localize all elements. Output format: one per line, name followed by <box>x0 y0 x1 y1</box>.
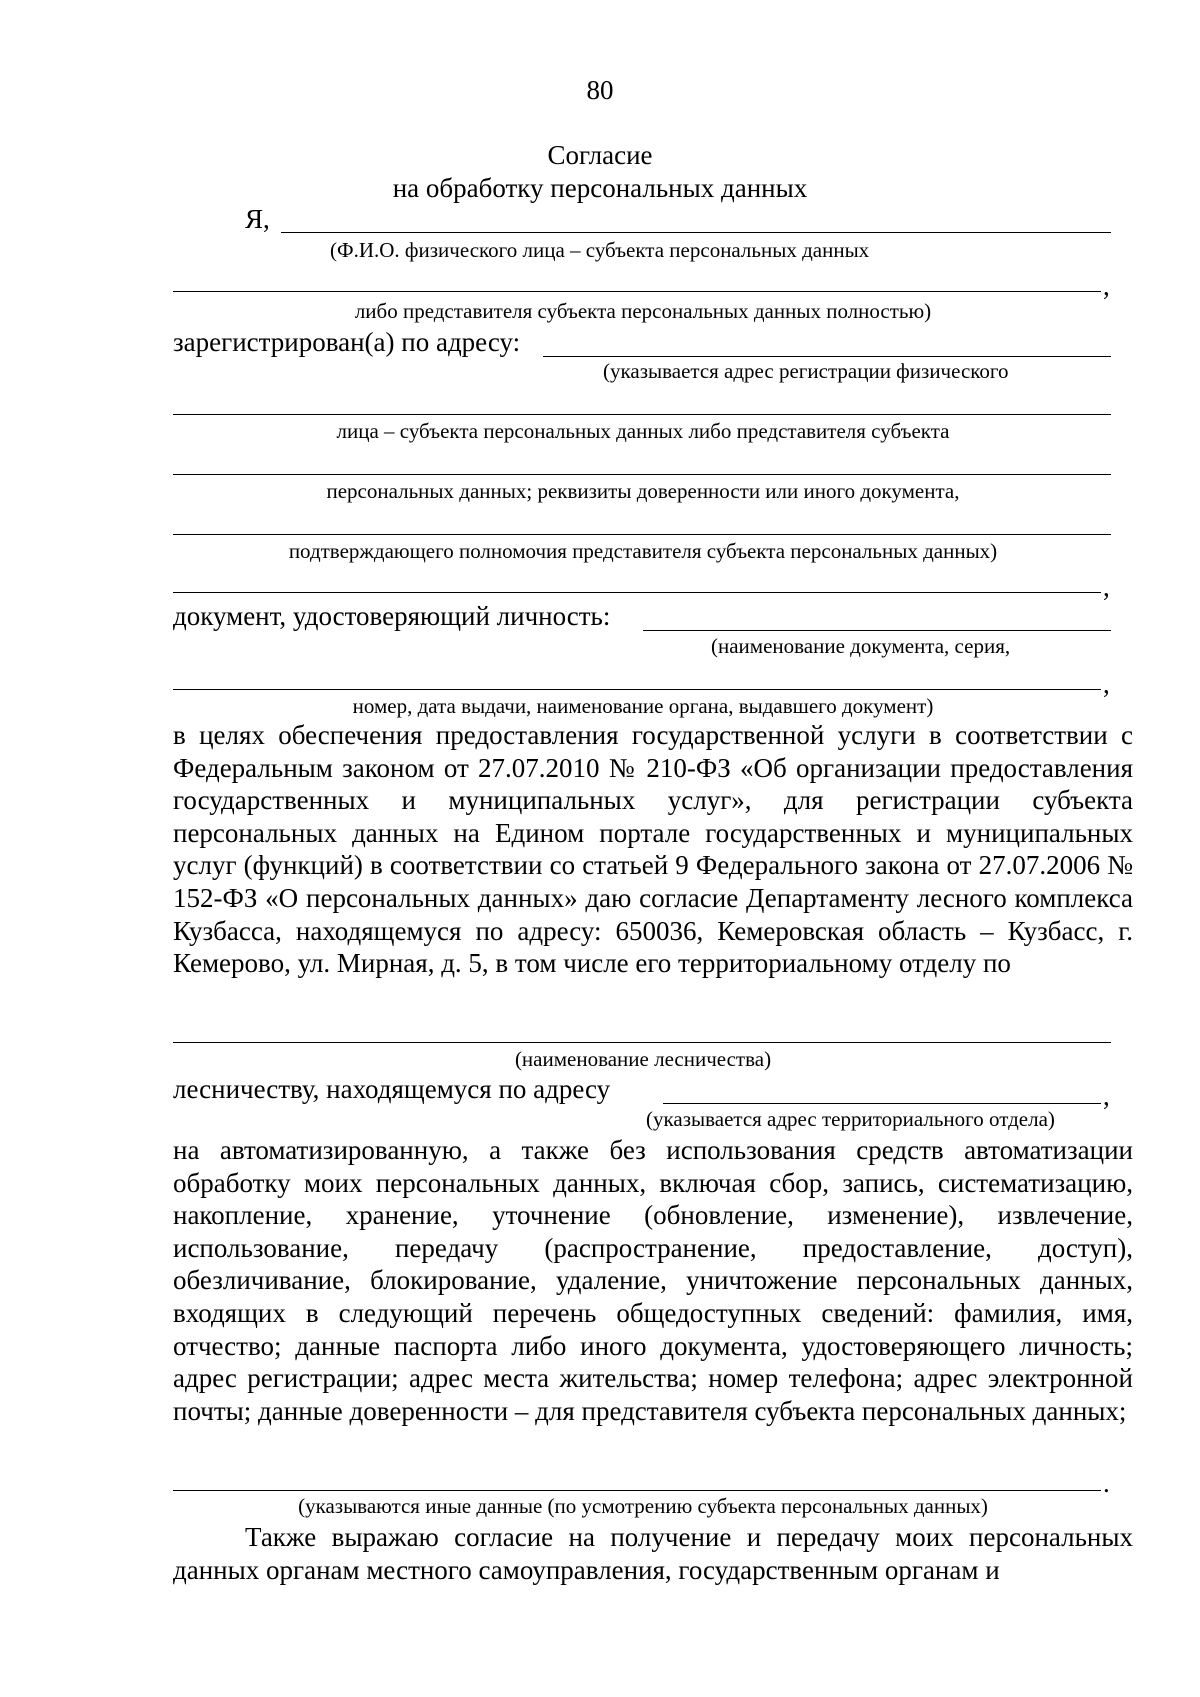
comma: , <box>1103 271 1110 301</box>
forestry-name-caption: (наименование лесничества) <box>514 1047 772 1071</box>
comma: , <box>1103 572 1110 602</box>
other-data-caption: (указываются иные данные (по усмотрению субъекта персональных данных) <box>298 1494 988 1518</box>
document-title: Согласие <box>547 140 653 170</box>
processing-paragraph-text: на автоматизированную, а также без использования средств автоматизации обработку моих персональных данных, включая сбор, запись, систематизацию, накопление, хранение, уточнение (обновление, изменение), извлечение, использование, передачу (распространение, предоставление, доступ), обезличивание, блокирование, удаление, уничтожение персональных данных, входящих в следующий перечень общедоступных сведений: фамилия, имя, отчество; данные паспорта либо иного документа, удостоверяющего личность; адрес регистрации; адрес места жительства; номер телефона; адрес электронной почты; данные доверенности – для представителя субъекта персональных данных; <box>173 1135 1133 1426</box>
fio-caption: (Ф.И.О. физического лица – субъекта персональных данных <box>330 238 870 262</box>
registered-label: зарегистрирован(а) по адресу: <box>173 327 521 357</box>
comma: , <box>1103 669 1110 699</box>
forestry-label: лесничеству, находящемуся по адресу <box>173 1074 611 1104</box>
id-document-line[interactable] <box>643 630 1111 631</box>
id-document-caption-2: номер, дата выдачи, наименование органа, выдавшего документ) <box>352 694 934 718</box>
address-line-4[interactable] <box>173 534 1111 535</box>
address-caption-2: лица – субъекта персональных данных либо представителя субъекта <box>336 419 950 443</box>
forestry-address-caption: (указывается адрес территориального отдела) <box>646 1107 1055 1131</box>
address-line-3[interactable] <box>173 474 1111 475</box>
id-document-line-2[interactable] <box>173 689 1101 690</box>
address-line-2[interactable] <box>173 414 1111 415</box>
id-document-label: документ, удостоверяющий личность: <box>173 601 611 631</box>
fio-line[interactable] <box>281 232 1111 233</box>
address-caption: (указывается адрес регистрации физического <box>603 359 1009 383</box>
address-line-5[interactable] <box>173 592 1101 593</box>
document-subtitle: на обработку персональных данных <box>392 173 808 203</box>
consent-paragraph <box>173 719 1133 980</box>
page-number: 80 <box>586 75 614 105</box>
period: . <box>1103 1468 1110 1498</box>
forestry-name-line[interactable] <box>173 1042 1111 1043</box>
processing-paragraph <box>173 1134 1133 1427</box>
address-caption-4: подтверждающего полномочия представителя субъекта персональных данных) <box>288 539 998 563</box>
id-document-caption: (наименование документа, серия, <box>711 634 1011 658</box>
fio-line-2[interactable] <box>173 291 1101 292</box>
ya-label: Я, <box>245 204 270 234</box>
transfer-paragraph <box>173 1521 1133 1586</box>
consent-paragraph-text: в целях обеспечения предоставления государственной услуги в соответствии с Федеральным законом от 27.07.2010 № 210-ФЗ «Об организации предоставления государственных и муниципальных услуг», для регистрации субъекта персональных данных на Едином портале государственных и муниципальных услуг (функций) в соответствии со статьей 9 Федерального закона от 27.07.2006 № 152-ФЗ «О персональных данных» даю согласие Департаменту лесного комплекса Кузбасса, находящемуся по адресу: 650036, Кемеровская область – Кузбасс, г. Кемерово, ул. Мирная, д. 5, в том числе его территориальному отделу по <box>173 720 1133 979</box>
other-data-line[interactable] <box>173 1490 1101 1491</box>
address-line[interactable] <box>543 356 1111 357</box>
comma: , <box>1103 1081 1110 1111</box>
forestry-address-line[interactable] <box>663 1103 1101 1104</box>
fio-caption-2: либо представителя субъекта персональных данных полностью) <box>354 299 932 323</box>
address-caption-3: персональных данных; реквизиты доверенности или иного документа, <box>326 479 960 503</box>
transfer-paragraph-text: Также выражаю согласие на получение и передачу моих персональных данных органам местного самоуправления, государственным органам и <box>173 1522 1133 1585</box>
